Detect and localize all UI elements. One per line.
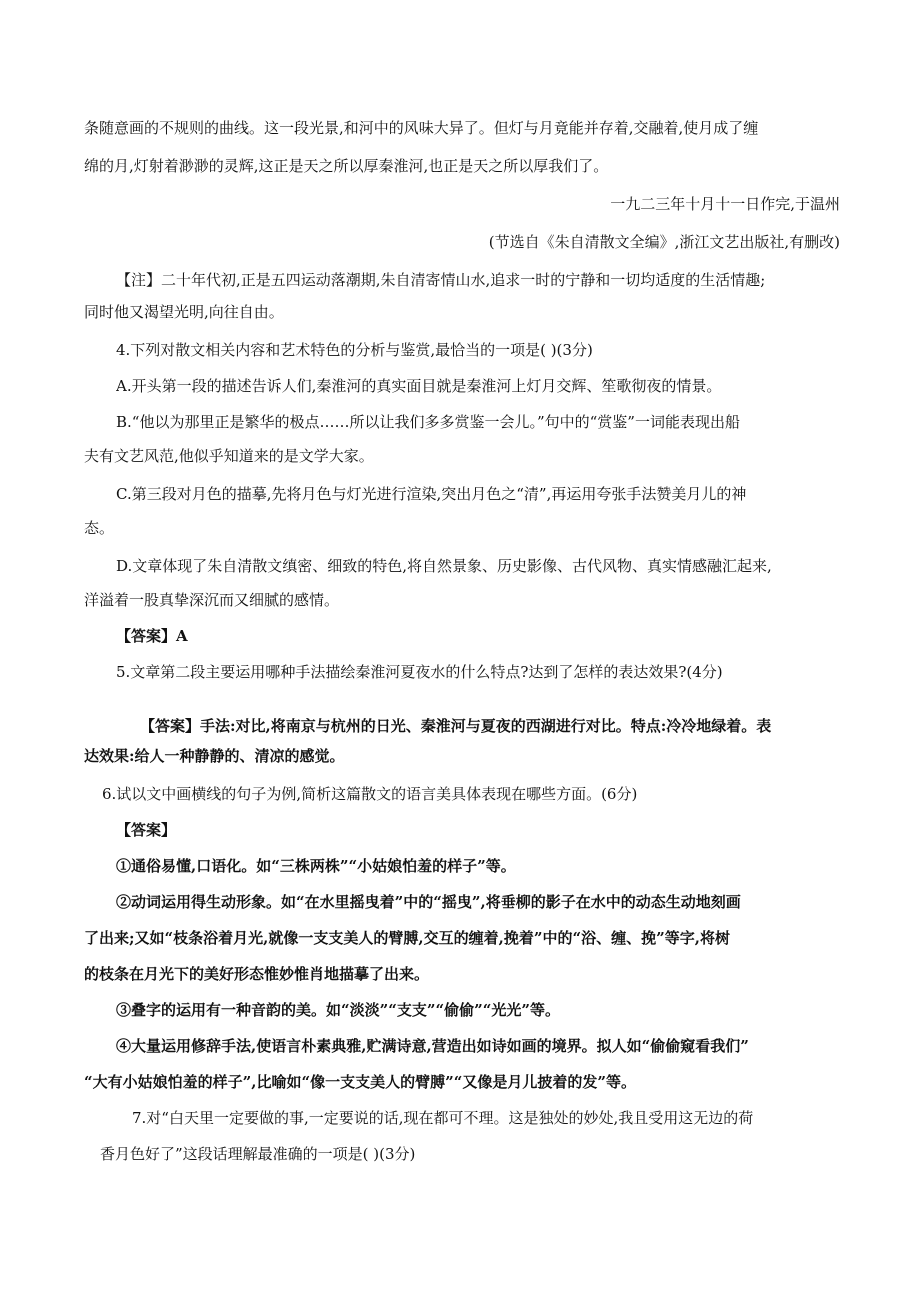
- note-line: 【注】二十年代初,正是五四运动落潮期,朱自清寄情山水,追求一时的宁静和一切均适度的生活情趣;: [116, 271, 766, 289]
- question-4-option-d: 洋溢着一股真挚深沉而又细腻的感情。: [84, 591, 340, 609]
- question-6-answer-point: ②动词运用得生动形象。如“在水里摇曳着”中的“摇曳”,将垂柳的影子在水中的动态生动地刻画: [116, 893, 741, 911]
- question-4-option-b: 夫有文艺风范,他似乎知道来的是文学大家。: [84, 447, 374, 465]
- question-5-stem: 5.文章第二段主要运用哪种手法描绘秦淮河夏夜水的什么特点?达到了怎样的表达效果?(4分): [116, 663, 723, 681]
- question-4-option-c: 态。: [84, 519, 115, 537]
- question-7-stem: 香月色好了”这段话理解最准确的一项是( )(3分): [100, 1145, 416, 1163]
- question-4-stem: 4.下列对散文相关内容和艺术特色的分析与鉴赏,最恰当的一项是( )(3分): [116, 341, 593, 359]
- question-4-answer: 【答案】A: [116, 627, 188, 645]
- question-6-answer-point: 的枝条在月光下的美好形态惟妙惟肖地描摹了出来。: [84, 965, 430, 983]
- question-6-stem: 6.试以文中画横线的句子为例,简析这篇散文的语言美具体表现在哪些方面。(6分): [102, 785, 638, 803]
- question-4-option-a: A.开头第一段的描述告诉人们,秦淮河的真实面目就是秦淮河上灯月交辉、笙歌彻夜的情景。: [116, 377, 722, 395]
- question-5-answer: 【答案】手法:对比,将南京与杭州的日光、秦淮河与夏夜的西湖进行对比。特点:冷冷地绿着。表: [140, 717, 772, 735]
- passage-line: 条随意画的不规则的曲线。这一段光景,和河中的风味大异了。但灯与月竟能并存着,交融着,使月成了缠: [84, 119, 759, 137]
- question-4-option-c: C.第三段对月色的描摹,先将月色与灯光进行渲染,突出月色之“清”,再运用夸张手法赞美月儿的神: [116, 485, 747, 503]
- passage-source: (节选自《朱自清散文全编》,浙江文艺出版社,有删改): [488, 233, 840, 251]
- question-5-answer: 达效果:给人一种静静的、清凉的感觉。: [84, 747, 345, 765]
- question-4-option-d: D.文章体现了朱自清散文缜密、细致的特色,将自然景象、历史影像、古代风物、真实情感融汇起来,: [116, 557, 772, 575]
- question-7-stem: 7.对“白天里一定要做的事,一定要说的话,现在都可不理。这是独处的妙处,我且受用这无边的荷: [132, 1109, 754, 1127]
- question-6-answer-point: ①通俗易懂,口语化。如“三株两株”“小姑娘怕羞的样子”等。: [116, 857, 516, 875]
- note-line: 同时他又渴望光明,向往自由。: [84, 303, 284, 321]
- passage-line: 绵的月,灯射着渺渺的灵辉,这正是天之所以厚秦淮河,也正是天之所以厚我们了。: [84, 157, 609, 175]
- passage-date: 一九二三年十月十一日作完,于温州: [610, 195, 840, 213]
- question-6-answer-point: ④大量运用修辞手法,使语言朴素典雅,贮满诗意,营造出如诗如画的境界。拟人如“偷偷窥看我们”: [116, 1037, 749, 1055]
- question-6-answer-point: ③叠字的运用有一种音韵的美。如“淡淡”“支支”“偷偷”“光光”等。: [116, 1001, 561, 1019]
- question-6-answer-point: 了出来;又如“枝条浴着月光,就像一支支美人的臂膊,交互的缠着,挽着”中的“浴、缠、挽”等字,将树: [84, 929, 730, 947]
- question-6-answer-point: “大有小姑娘怕羞的样子”,比喻如“像一支支美人的臂膊”“又像是月儿披着的发”等。: [84, 1073, 636, 1091]
- question-6-answer-label: 【答案】: [116, 821, 177, 839]
- question-4-option-b: B.“他以为那里正是繁华的极点……所以让我们多多赏鉴一会儿。”句中的“赏鉴”一词能表现出船: [116, 413, 740, 431]
